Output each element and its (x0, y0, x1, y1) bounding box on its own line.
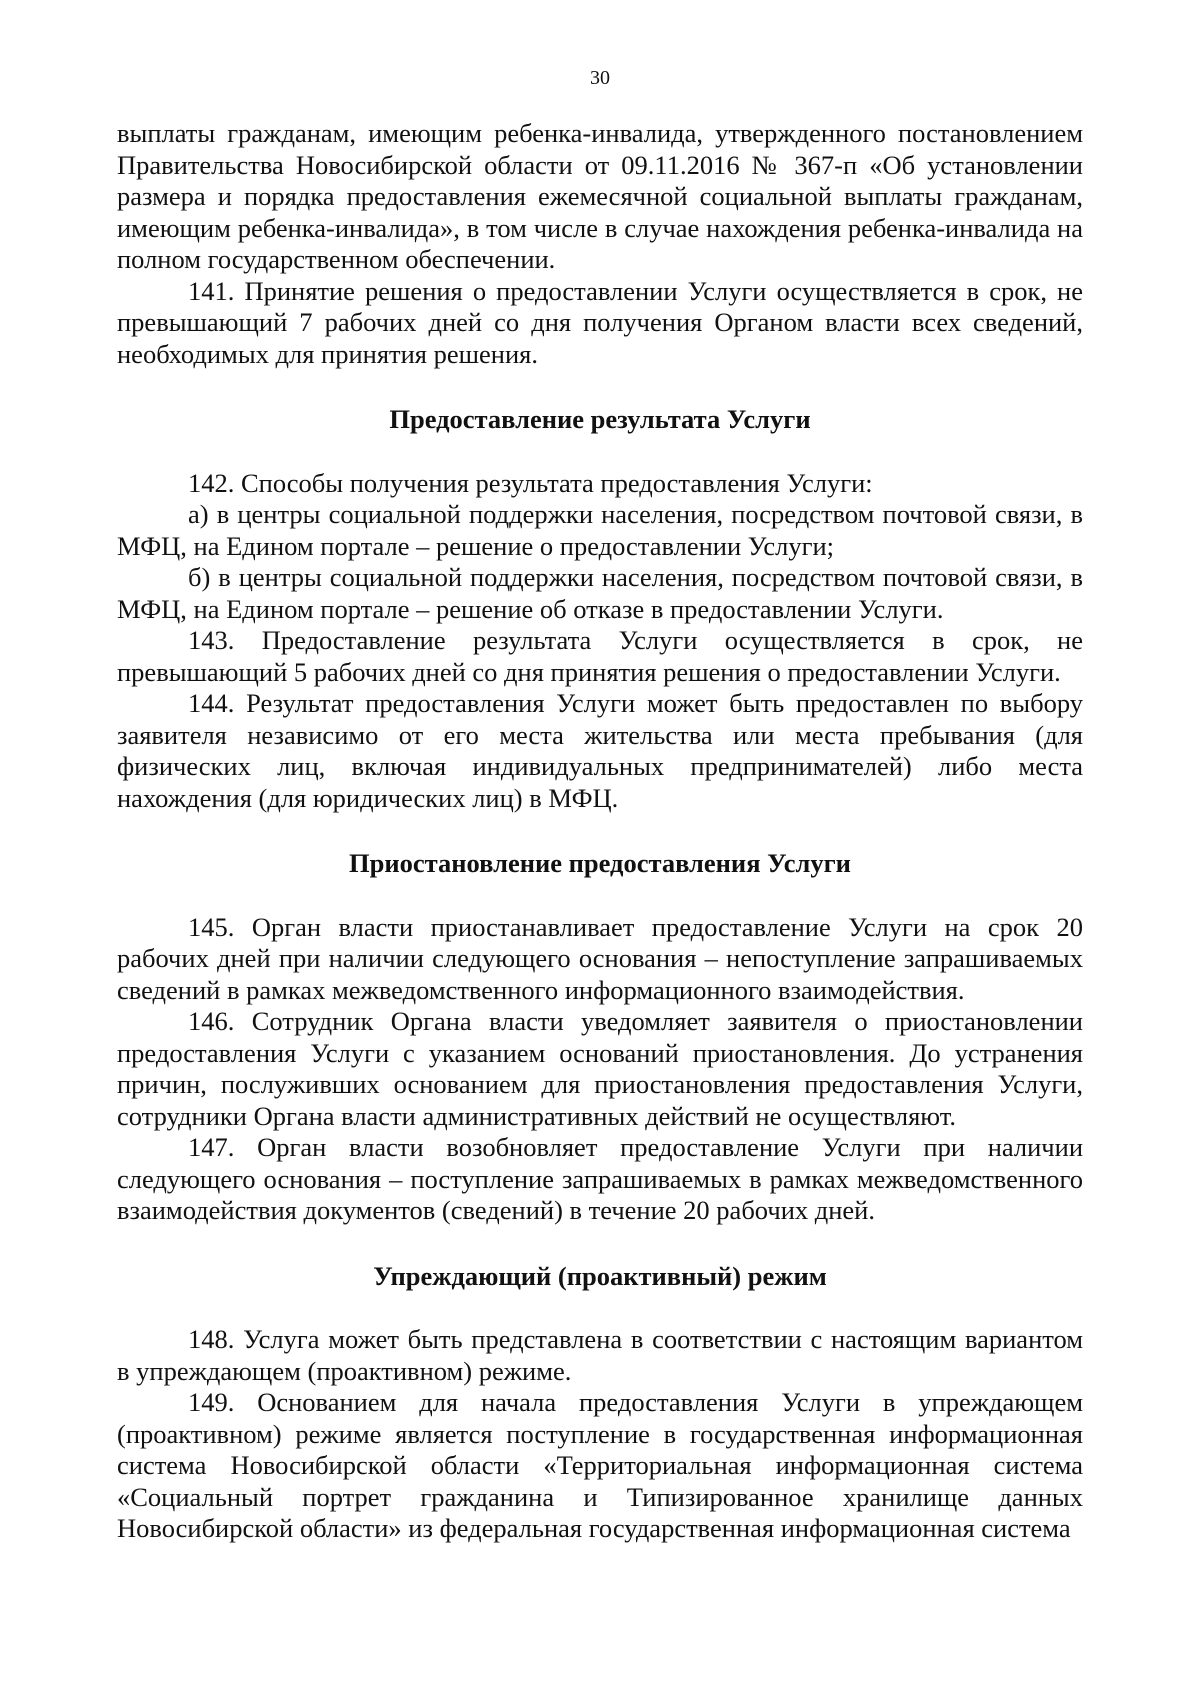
paragraph-142-b: б) в центры социальной поддержки населения, посредством почтовой связи, в МФЦ, на Едином портале – решение об отказе в предоставлении Услуги. (117, 562, 1083, 624)
document-body (117, 118, 1083, 1545)
paragraph-144: 144. Результат предоставления Услуги может быть предоставлен по выбору заявителя независимо от его места жительства или места пребывания (для физических лиц, включая индивидуальных предпринимателей) либо места нахождения (для юридических лиц) в МФЦ. (117, 688, 1083, 813)
paragraph-147: 147. Орган власти возобновляет предоставление Услуги при наличии следующего основания – поступление запрашиваемых в рамках межведомственного взаимодействия документов (сведений) в течение 20 рабочих дней. (117, 1132, 1083, 1225)
section-heading-proactive: Упреждающий (проактивный) режим (373, 1260, 827, 1291)
paragraph-continuation: выплаты гражданам, имеющим ребенка-инвалида, утвержденного постановлением Правительства Новосибирской области от 09.11.2016 № 367-п «Об установлении размера и порядка предоставления ежемесячной социальной выплаты гражданам, имеющим ребенка-инвалида», в том числе в случае нахождения ребенка-инвалида на полном государственном обеспечении. (117, 118, 1083, 274)
section-heading-suspension: Приостановление предоставления Услуги (349, 848, 851, 878)
paragraph-149: 149. Основанием для начала предоставления Услуги в упреждающем (проактивном) режиме является поступление в государственная информационная система Новосибирской области «Территориальная информационная система «Социальный портрет гражданина и Типизированное хранилище данных Новосибирской области» из федеральная государственная информационная система (117, 1387, 1083, 1543)
section-heading-result: Предоставление результата Услуги (389, 404, 811, 434)
paragraph-141: 141. Принятие решения о предоставлении Услуги осуществляется в срок, не превышающий 7 рабочих дней со дня получения Органом власти всех сведений, необходимых для принятия решения. (117, 275, 1083, 369)
paragraph-148: 148. Услуга может быть представлена в соответствии с настоящим вариантом в упреждающем (проактивном) режиме. (117, 1324, 1083, 1386)
paragraph-146: 146. Сотрудник Органа власти уведомляет заявителя о приостановлении предоставления Услуги с указанием оснований приостановления. До устранения причин, послуживших основанием для приостановления предоставления Услуги, сотрудники Органа власти административных действий не осуществляют. (117, 1006, 1083, 1131)
paragraph-143: 143. Предоставление результата Услуги осуществляется в срок, не превышающий 5 рабочих дней со дня принятия решения о предоставлении Услуги. (117, 625, 1083, 687)
paragraph-142-a: а) в центры социальной поддержки населения, посредством почтовой связи, в МФЦ, на Едином портале – решение о предоставлении Услуги; (117, 499, 1083, 561)
paragraph-142: 142. Способы получения результата предоставления Услуги: (188, 467, 873, 498)
page-number: 30 (590, 67, 610, 89)
paragraph-145: 145. Орган власти приостанавливает предоставление Услуги на срок 20 рабочих дней при наличии следующего основания – непоступление запрашиваемых сведений в рамках межведомственного информационного взаимодействия. (117, 911, 1083, 1005)
